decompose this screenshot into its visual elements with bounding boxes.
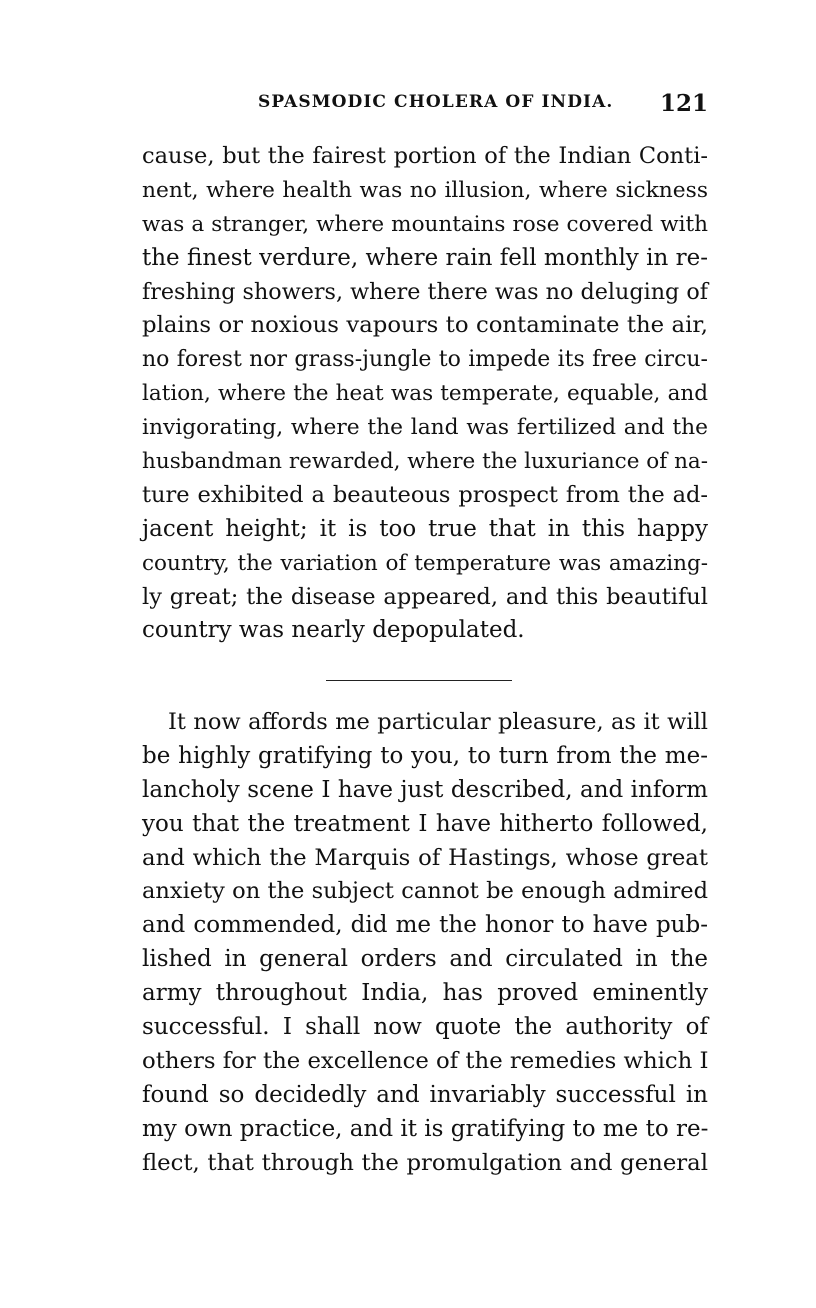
text-line: my own practice, and it is gratifying to me to re-: [142, 1115, 709, 1142]
text-line: country was nearly depopulated.: [142, 617, 525, 644]
text-line: It now affords me particular pleasure, as it will: [168, 709, 708, 735]
text-line: ly great; the disease appeared, and this beautiful: [142, 583, 708, 610]
text-line: you that the treatment I have hitherto followed,: [142, 810, 708, 837]
text-line: and commended, did me the honor to have pub-: [142, 912, 708, 939]
text-line: was a stranger, where mountains rose covered with: [142, 211, 708, 237]
text-line: anxiety on the subject cannot be enough admired: [142, 878, 708, 905]
section-divider: [326, 680, 512, 681]
text-line: cause, but the fairest portion of the Indian Conti-: [142, 143, 708, 169]
text-line: the finest verdure, where rain fell monthly in re-: [142, 244, 708, 271]
text-line: lished in general orders and circulated in the: [142, 946, 708, 973]
text-line: ture exhibited a beauteous prospect from the ad-: [142, 481, 708, 508]
text-line: nent, where health was no illusion, where sickness: [142, 177, 708, 203]
text-line: jacent height; it is too true that in this happy: [142, 515, 708, 542]
text-line: flect, that through the promulgation and general: [142, 1149, 708, 1176]
text-line: others for the excellence of the remedies which I: [142, 1047, 709, 1074]
paragraph-1: [142, 140, 708, 648]
page-header: [142, 90, 708, 122]
text-line: no forest nor grass-jungle to impede its free circu-: [142, 347, 708, 373]
text-line: lancholy scene I have just described, and inform: [142, 776, 708, 803]
text-line: found so decidedly and invariably successful in: [142, 1081, 708, 1108]
text-line: husbandman rewarded, where the luxuriance of na-: [142, 449, 708, 475]
text-line: army throughout India, has proved eminently: [142, 980, 708, 1007]
text-line: and which the Marquis of Hastings, whose great: [142, 844, 708, 871]
text-line: be highly gratifying to you, to turn from the me-: [142, 742, 708, 769]
text-line: lation, where the heat was temperate, equable, and: [142, 381, 708, 407]
text-line: invigorating, where the land was fertilized and the: [142, 415, 708, 441]
page-number: 121: [659, 90, 708, 117]
text-line: country, the variation of temperature was amazing-: [142, 550, 708, 576]
paragraph-2: [142, 706, 708, 1180]
text-line: freshing showers, where there was no deluging of: [142, 278, 708, 305]
running-title: SPASMODIC CHOLERA OF INDIA.: [258, 92, 614, 112]
text-line: successful. I shall now quote the authority of: [142, 1014, 708, 1041]
text-line: plains or noxious vapours to contaminate the air,: [142, 312, 708, 339]
